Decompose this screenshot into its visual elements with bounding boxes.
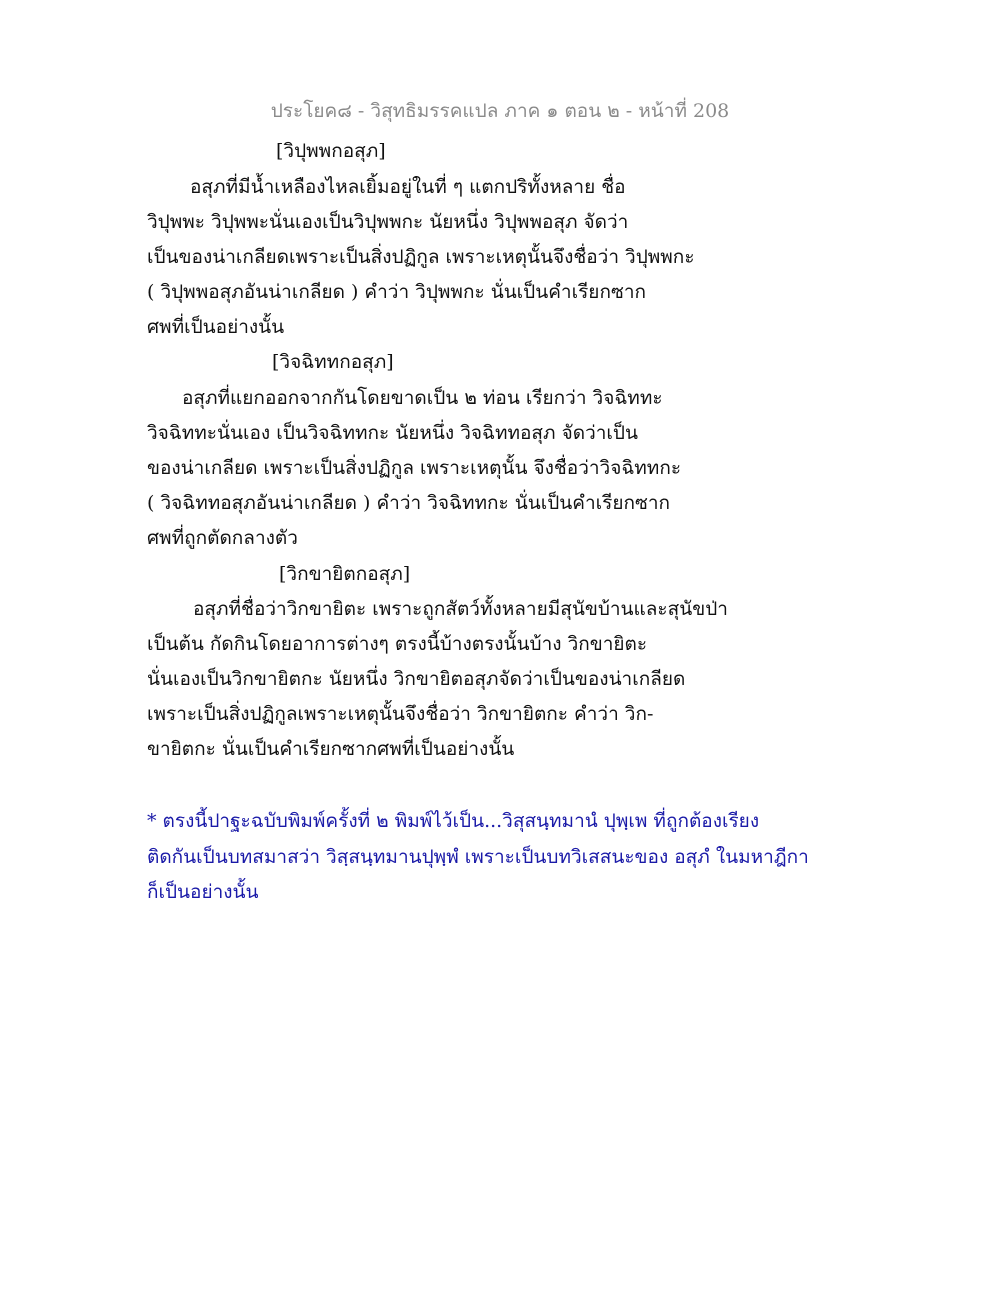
- paragraph-line: วิปุพพะ วิปุพพะนั่นเองเป็นวิปุพพกะ นัยหนึ่ง วิปุพพอสุภ จัดว่า: [147, 211, 629, 233]
- footnote-line: ก็เป็นอย่างนั้น: [147, 881, 259, 903]
- footnote-line: * ตรงนี้ปาฐะฉบับพิมพ์ครั้งที่ ๒ พิมพ์ไว้เป็น...วิสุสนฺทมานํ ปุพฺเพ ที่ถูกต้องเรียง: [147, 810, 760, 832]
- section-heading-vicchiddaka: [วิจฉิททกอสุภ]: [272, 351, 394, 373]
- paragraph-line: ของน่าเกลียด เพราะเป็นสิ่งปฏิกูล เพราะเหตุนั้น จึงชื่อว่าวิจฉิททกะ: [147, 457, 682, 479]
- paragraph-line: นั่นเองเป็นวิกขายิตกะ นัยหนึ่ง วิกขายิตอสุภจัดว่าเป็นของน่าเกลียด: [147, 668, 686, 690]
- paragraph-line: ( วิจฉิททอสุภอันน่าเกลียด ) คำว่า วิจฉิททกะ นั่นเป็นคำเรียกซาก: [147, 492, 671, 514]
- paragraph-line: ศพที่ถูกตัดกลางตัว: [147, 527, 298, 549]
- section-heading-vipubbaka: [วิปุพพกอสุภ]: [276, 140, 386, 162]
- paragraph-line: เพราะเป็นสิ่งปฏิกูลเพราะเหตุนั้นจึงชื่อว่า วิกขายิตกะ คำว่า วิก-: [147, 703, 654, 725]
- paragraph-line: เป็นของน่าเกลียดเพราะเป็นสิ่งปฏิกูล เพราะเหตุนั้นจึงชื่อว่า วิปุพพกะ: [147, 246, 695, 268]
- section-heading-vikkhayitaka: [วิกขายิตกอสุภ]: [279, 563, 411, 585]
- paragraph-line: ขายิตกะ นั่นเป็นคำเรียกซากศพที่เป็นอย่างนั้น: [147, 738, 515, 760]
- paragraph-line: อสุภที่ชื่อว่าวิกขายิตะ เพราะถูกสัตว์ทั้งหลายมีสุนัขบ้านและสุนัขป่า: [193, 598, 728, 620]
- paragraph-line: วิจฉิททะนั่นเอง เป็นวิจฉิททกะ นัยหนึ่ง วิจฉิททอสุภ จัดว่าเป็น: [147, 422, 638, 444]
- paragraph-line: ศพที่เป็นอย่างนั้น: [147, 316, 285, 338]
- paragraph-line: ( วิปุพพอสุภอันน่าเกลียด ) คำว่า วิปุพพกะ นั่นเป็นคำเรียกซาก: [147, 281, 647, 303]
- paragraph-line: เป็นต้น กัดกินโดยอาการต่างๆ ตรงนี้บ้างตรงนั้นบ้าง วิกขายิตะ: [147, 633, 648, 655]
- paragraph-line: อสุภที่มีน้ำเหลืองไหลเยิ้มอยู่ในที่ ๆ แตกปริทั้งหลาย ชื่อ: [190, 176, 626, 198]
- paragraph-line: อสุภที่แยกออกจากกันโดยขาดเป็น ๒ ท่อน เรียกว่า วิจฉิททะ: [182, 387, 663, 409]
- page-header: ประโยค๘ - วิสุทธิมรรคแปล ภาค ๑ ตอน ๒ - หน้าที่ 208: [270, 100, 730, 122]
- footnote-line: ติดกันเป็นบทสมาสว่า วิสฺสนฺทมานปุพฺพํ เพราะเป็นบทวิเสสนะของ อสุภํ ในมหาฎีกา: [147, 846, 809, 868]
